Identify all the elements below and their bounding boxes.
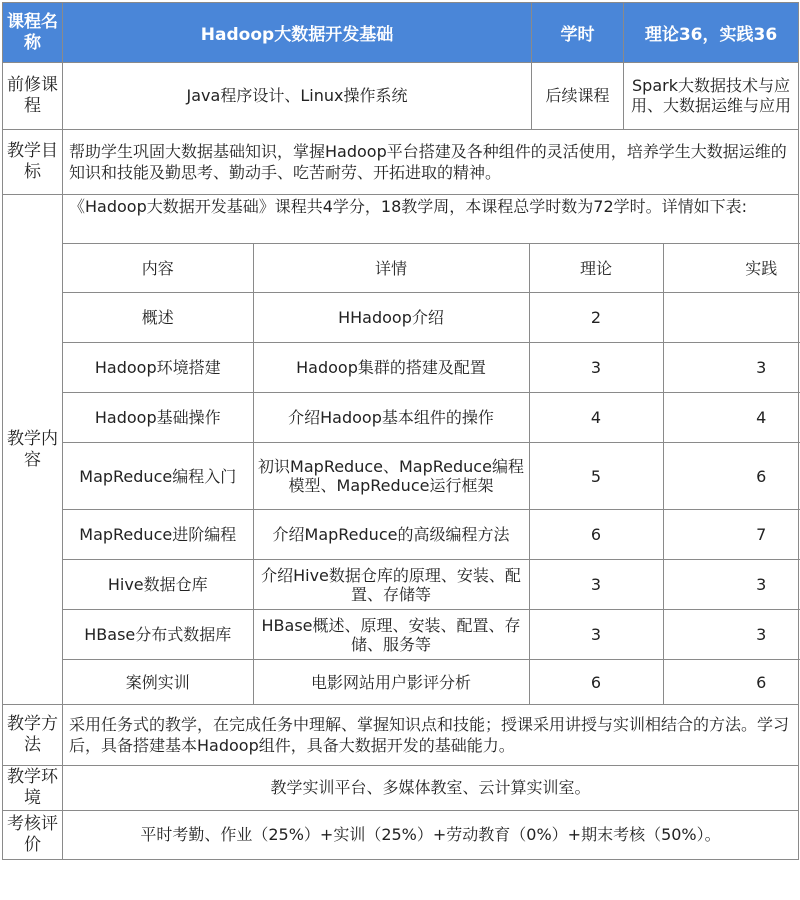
follow-value: Spark大数据技术与应用、大数据运维与应用 — [624, 63, 799, 130]
evaluation-text: 平时考勤、作业（25%）+实训（25%）+劳动教育（0%）+期末考核（50%）。 — [63, 811, 799, 860]
theory-cell: 4 — [529, 393, 663, 443]
theory-cell: 3 — [529, 343, 663, 393]
table-row — [63, 443, 800, 510]
topic-cell: MapReduce进阶编程 — [63, 510, 253, 560]
table-row — [63, 610, 800, 660]
goal-row — [3, 130, 799, 195]
content-cell — [63, 195, 799, 705]
practice-cell: 6 — [663, 660, 800, 705]
detail-cell: HHadoop介绍 — [253, 293, 529, 343]
method-label: 教学方法 — [3, 705, 63, 766]
hours-value: 理论36，实践36 — [624, 3, 799, 63]
content-row — [3, 195, 799, 705]
topic-cell: 概述 — [63, 293, 253, 343]
table-row — [63, 343, 800, 393]
col-practice-header: 实践 — [663, 244, 800, 293]
theory-cell: 2 — [529, 293, 663, 343]
topic-cell: Hadoop基础操作 — [63, 393, 253, 443]
detail-cell: 初识MapReduce、MapReduce编程模型、MapReduce运行框架 — [253, 443, 529, 510]
detail-cell: 电影网站用户影评分析 — [253, 660, 529, 705]
detail-cell: 介绍MapReduce的高级编程方法 — [253, 510, 529, 560]
environment-row — [3, 766, 799, 811]
table-row — [63, 293, 800, 343]
environment-text: 教学实训平台、多媒体教室、云计算实训室。 — [63, 766, 799, 811]
evaluation-label: 考核评价 — [3, 811, 63, 860]
topic-cell: HBase分布式数据库 — [63, 610, 253, 660]
environment-label: 教学环境 — [3, 766, 63, 811]
theory-cell: 3 — [529, 610, 663, 660]
col-theory-header: 理论 — [529, 244, 663, 293]
practice-cell: 3 — [663, 610, 800, 660]
content-label: 教学内容 — [3, 195, 63, 705]
topic-cell: Hive数据仓库 — [63, 560, 253, 610]
theory-cell: 6 — [529, 510, 663, 560]
topic-cell: MapReduce编程入门 — [63, 443, 253, 510]
col-detail-header: 详情 — [253, 244, 529, 293]
practice-cell — [663, 293, 800, 343]
prereq-label: 前修课程 — [3, 63, 63, 130]
evaluation-row — [3, 811, 799, 860]
prereq-row — [3, 63, 799, 130]
content-header-row — [63, 244, 800, 293]
topic-cell: Hadoop环境搭建 — [63, 343, 253, 393]
practice-cell: 7 — [663, 510, 800, 560]
hours-label: 学时 — [532, 3, 624, 63]
prereq-value: Java程序设计、Linux操作系统 — [63, 63, 532, 130]
header-row — [3, 3, 799, 63]
practice-cell: 3 — [663, 560, 800, 610]
course-name-label: 课程名称 — [3, 3, 63, 63]
topic-cell: 案例实训 — [63, 660, 253, 705]
theory-cell: 6 — [529, 660, 663, 705]
course-name: Hadoop大数据开发基础 — [63, 3, 532, 63]
table-row — [63, 510, 800, 560]
practice-cell: 3 — [663, 343, 800, 393]
detail-cell: 介绍Hive数据仓库的原理、安装、配置、存储等 — [253, 560, 529, 610]
theory-cell: 3 — [529, 560, 663, 610]
detail-cell: HBase概述、原理、安装、配置、存储、服务等 — [253, 610, 529, 660]
goal-label: 教学目标 — [3, 130, 63, 195]
syllabus-table — [2, 2, 799, 860]
table-row — [63, 560, 800, 610]
content-detail-table — [63, 243, 800, 704]
method-row — [3, 705, 799, 766]
detail-cell: Hadoop集群的搭建及配置 — [253, 343, 529, 393]
practice-cell: 4 — [663, 393, 800, 443]
detail-cell: 介绍Hadoop基本组件的操作 — [253, 393, 529, 443]
table-row — [63, 660, 800, 705]
goal-text: 帮助学生巩固大数据基础知识，掌握Hadoop平台搭建及各种组件的灵活使用，培养学生大数据运维的知识和技能及勤思考、勤动手、吃苦耐劳、开拓进取的精神。 — [63, 130, 799, 195]
method-text: 采用任务式的教学，在完成任务中理解、掌握知识点和技能；授课采用讲授与实训相结合的方法。学习后，具备搭建基本Hadoop组件，具备大数据开发的基础能力。 — [63, 705, 799, 766]
follow-label: 后续课程 — [532, 63, 624, 130]
table-row — [63, 393, 800, 443]
content-intro: 《Hadoop大数据开发基础》课程共4学分，18教学周，本课程总学时数为72学时。详情如下表: — [69, 197, 748, 216]
practice-cell: 6 — [663, 443, 800, 510]
col-topic-header: 内容 — [63, 244, 253, 293]
theory-cell: 5 — [529, 443, 663, 510]
